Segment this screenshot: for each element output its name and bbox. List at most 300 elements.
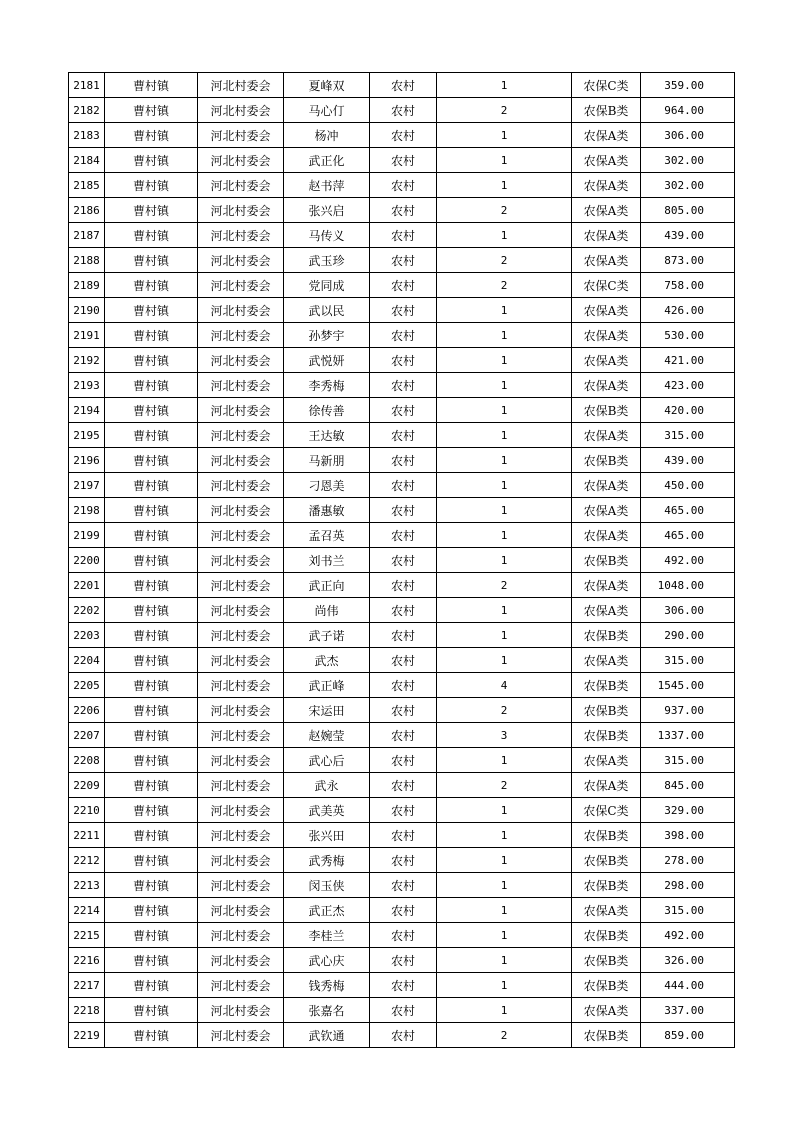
town-cell: 曹村镇 xyxy=(105,798,198,823)
amount-cell: 421.00 xyxy=(641,348,735,373)
area-cell: 农村 xyxy=(370,923,437,948)
name-cell: 王达敏 xyxy=(284,423,370,448)
category-cell: 农保A类 xyxy=(572,123,641,148)
town-cell: 曹村镇 xyxy=(105,223,198,248)
name-cell: 武悦妍 xyxy=(284,348,370,373)
count-cell: 2 xyxy=(437,573,572,598)
row-number-cell: 2203 xyxy=(69,623,105,648)
name-cell: 孙梦宇 xyxy=(284,323,370,348)
table-row xyxy=(69,198,735,223)
town-cell: 曹村镇 xyxy=(105,98,198,123)
count-cell: 1 xyxy=(437,298,572,323)
area-cell: 农村 xyxy=(370,273,437,298)
town-cell: 曹村镇 xyxy=(105,448,198,473)
row-number-cell: 2199 xyxy=(69,523,105,548)
count-cell: 1 xyxy=(437,473,572,498)
name-cell: 刁恩美 xyxy=(284,473,370,498)
name-cell: 孟召英 xyxy=(284,523,370,548)
amount-cell: 1337.00 xyxy=(641,723,735,748)
name-cell: 潘惠敏 xyxy=(284,498,370,523)
village-cell: 河北村委会 xyxy=(198,298,284,323)
category-cell: 农保A类 xyxy=(572,498,641,523)
row-number-cell: 2181 xyxy=(69,73,105,98)
category-cell: 农保B类 xyxy=(572,623,641,648)
village-cell: 河北村委会 xyxy=(198,623,284,648)
area-cell: 农村 xyxy=(370,623,437,648)
name-cell: 杨冲 xyxy=(284,123,370,148)
count-cell: 1 xyxy=(437,148,572,173)
village-cell: 河北村委会 xyxy=(198,348,284,373)
count-cell: 1 xyxy=(437,748,572,773)
village-cell: 河北村委会 xyxy=(198,273,284,298)
table-row xyxy=(69,848,735,873)
village-cell: 河北村委会 xyxy=(198,598,284,623)
amount-cell: 450.00 xyxy=(641,473,735,498)
count-cell: 2 xyxy=(437,273,572,298)
name-cell: 武玉珍 xyxy=(284,248,370,273)
count-cell: 1 xyxy=(437,848,572,873)
category-cell: 农保A类 xyxy=(572,898,641,923)
table-row xyxy=(69,598,735,623)
village-cell: 河北村委会 xyxy=(198,173,284,198)
table-row xyxy=(69,773,735,798)
category-cell: 农保C类 xyxy=(572,273,641,298)
name-cell: 武心后 xyxy=(284,748,370,773)
town-cell: 曹村镇 xyxy=(105,248,198,273)
name-cell: 徐传善 xyxy=(284,398,370,423)
row-number-cell: 2204 xyxy=(69,648,105,673)
table-body xyxy=(69,73,735,1048)
village-cell: 河北村委会 xyxy=(198,423,284,448)
row-number-cell: 2182 xyxy=(69,98,105,123)
village-cell: 河北村委会 xyxy=(198,473,284,498)
area-cell: 农村 xyxy=(370,498,437,523)
amount-cell: 337.00 xyxy=(641,998,735,1023)
row-number-cell: 2218 xyxy=(69,998,105,1023)
village-cell: 河北村委会 xyxy=(198,873,284,898)
count-cell: 1 xyxy=(437,223,572,248)
area-cell: 农村 xyxy=(370,873,437,898)
amount-cell: 278.00 xyxy=(641,848,735,873)
area-cell: 农村 xyxy=(370,823,437,848)
table-row xyxy=(69,248,735,273)
name-cell: 宋运田 xyxy=(284,698,370,723)
row-number-cell: 2209 xyxy=(69,773,105,798)
row-number-cell: 2187 xyxy=(69,223,105,248)
town-cell: 曹村镇 xyxy=(105,173,198,198)
village-cell: 河北村委会 xyxy=(198,73,284,98)
town-cell: 曹村镇 xyxy=(105,398,198,423)
row-number-cell: 2219 xyxy=(69,1023,105,1048)
row-number-cell: 2197 xyxy=(69,473,105,498)
town-cell: 曹村镇 xyxy=(105,298,198,323)
count-cell: 1 xyxy=(437,648,572,673)
category-cell: 农保B类 xyxy=(572,548,641,573)
amount-cell: 315.00 xyxy=(641,898,735,923)
amount-cell: 315.00 xyxy=(641,423,735,448)
count-cell: 1 xyxy=(437,448,572,473)
area-cell: 农村 xyxy=(370,698,437,723)
table-row xyxy=(69,648,735,673)
town-cell: 曹村镇 xyxy=(105,698,198,723)
category-cell: 农保B类 xyxy=(572,973,641,998)
table-row xyxy=(69,748,735,773)
village-cell: 河北村委会 xyxy=(198,148,284,173)
area-cell: 农村 xyxy=(370,523,437,548)
village-cell: 河北村委会 xyxy=(198,1023,284,1048)
row-number-cell: 2198 xyxy=(69,498,105,523)
amount-cell: 758.00 xyxy=(641,273,735,298)
amount-cell: 492.00 xyxy=(641,548,735,573)
row-number-cell: 2212 xyxy=(69,848,105,873)
village-cell: 河北村委会 xyxy=(198,898,284,923)
count-cell: 1 xyxy=(437,923,572,948)
row-number-cell: 2183 xyxy=(69,123,105,148)
village-cell: 河北村委会 xyxy=(198,773,284,798)
area-cell: 农村 xyxy=(370,548,437,573)
category-cell: 农保A类 xyxy=(572,773,641,798)
count-cell: 2 xyxy=(437,198,572,223)
town-cell: 曹村镇 xyxy=(105,598,198,623)
category-cell: 农保B类 xyxy=(572,823,641,848)
name-cell: 夏峰双 xyxy=(284,73,370,98)
table-row xyxy=(69,323,735,348)
row-number-cell: 2213 xyxy=(69,873,105,898)
town-cell: 曹村镇 xyxy=(105,273,198,298)
document-page xyxy=(68,72,735,1048)
village-cell: 河北村委会 xyxy=(198,823,284,848)
row-number-cell: 2184 xyxy=(69,148,105,173)
area-cell: 农村 xyxy=(370,473,437,498)
town-cell: 曹村镇 xyxy=(105,648,198,673)
table-row xyxy=(69,73,735,98)
count-cell: 1 xyxy=(437,123,572,148)
village-cell: 河北村委会 xyxy=(198,398,284,423)
category-cell: 农保A类 xyxy=(572,473,641,498)
category-cell: 农保B类 xyxy=(572,923,641,948)
amount-cell: 302.00 xyxy=(641,148,735,173)
village-cell: 河北村委会 xyxy=(198,698,284,723)
village-cell: 河北村委会 xyxy=(198,223,284,248)
category-cell: 农保A类 xyxy=(572,748,641,773)
village-cell: 河北村委会 xyxy=(198,848,284,873)
name-cell: 马心仃 xyxy=(284,98,370,123)
amount-cell: 315.00 xyxy=(641,648,735,673)
name-cell: 武正杰 xyxy=(284,898,370,923)
area-cell: 农村 xyxy=(370,148,437,173)
category-cell: 农保A类 xyxy=(572,648,641,673)
town-cell: 曹村镇 xyxy=(105,673,198,698)
row-number-cell: 2193 xyxy=(69,373,105,398)
area-cell: 农村 xyxy=(370,598,437,623)
amount-cell: 306.00 xyxy=(641,598,735,623)
category-cell: 农保A类 xyxy=(572,173,641,198)
name-cell: 武正向 xyxy=(284,573,370,598)
amount-cell: 290.00 xyxy=(641,623,735,648)
town-cell: 曹村镇 xyxy=(105,123,198,148)
count-cell: 1 xyxy=(437,798,572,823)
table-row xyxy=(69,298,735,323)
category-cell: 农保B类 xyxy=(572,448,641,473)
amount-cell: 359.00 xyxy=(641,73,735,98)
table-row xyxy=(69,798,735,823)
table-row xyxy=(69,948,735,973)
name-cell: 武以民 xyxy=(284,298,370,323)
amount-cell: 426.00 xyxy=(641,298,735,323)
village-cell: 河北村委会 xyxy=(198,998,284,1023)
name-cell: 武永 xyxy=(284,773,370,798)
category-cell: 农保C类 xyxy=(572,73,641,98)
name-cell: 张兴启 xyxy=(284,198,370,223)
area-cell: 农村 xyxy=(370,723,437,748)
amount-cell: 326.00 xyxy=(641,948,735,973)
area-cell: 农村 xyxy=(370,73,437,98)
area-cell: 农村 xyxy=(370,773,437,798)
name-cell: 张嘉名 xyxy=(284,998,370,1023)
area-cell: 农村 xyxy=(370,348,437,373)
town-cell: 曹村镇 xyxy=(105,373,198,398)
count-cell: 1 xyxy=(437,548,572,573)
category-cell: 农保B类 xyxy=(572,698,641,723)
town-cell: 曹村镇 xyxy=(105,473,198,498)
table-row xyxy=(69,573,735,598)
count-cell: 1 xyxy=(437,898,572,923)
area-cell: 农村 xyxy=(370,898,437,923)
village-cell: 河北村委会 xyxy=(198,948,284,973)
count-cell: 1 xyxy=(437,873,572,898)
category-cell: 农保C类 xyxy=(572,798,641,823)
row-number-cell: 2189 xyxy=(69,273,105,298)
area-cell: 农村 xyxy=(370,673,437,698)
row-number-cell: 2215 xyxy=(69,923,105,948)
town-cell: 曹村镇 xyxy=(105,998,198,1023)
count-cell: 1 xyxy=(437,623,572,648)
area-cell: 农村 xyxy=(370,398,437,423)
town-cell: 曹村镇 xyxy=(105,973,198,998)
village-cell: 河北村委会 xyxy=(198,548,284,573)
name-cell: 武美英 xyxy=(284,798,370,823)
area-cell: 农村 xyxy=(370,173,437,198)
table-row xyxy=(69,1023,735,1048)
row-number-cell: 2207 xyxy=(69,723,105,748)
village-cell: 河北村委会 xyxy=(198,523,284,548)
count-cell: 2 xyxy=(437,98,572,123)
village-cell: 河北村委会 xyxy=(198,923,284,948)
name-cell: 马新朋 xyxy=(284,448,370,473)
row-number-cell: 2217 xyxy=(69,973,105,998)
category-cell: 农保B类 xyxy=(572,673,641,698)
town-cell: 曹村镇 xyxy=(105,198,198,223)
amount-cell: 465.00 xyxy=(641,498,735,523)
row-number-cell: 2210 xyxy=(69,798,105,823)
row-number-cell: 2202 xyxy=(69,598,105,623)
table-row xyxy=(69,523,735,548)
table-row xyxy=(69,723,735,748)
category-cell: 农保A类 xyxy=(572,998,641,1023)
category-cell: 农保A类 xyxy=(572,248,641,273)
table-row xyxy=(69,673,735,698)
town-cell: 曹村镇 xyxy=(105,848,198,873)
row-number-cell: 2194 xyxy=(69,398,105,423)
table-row xyxy=(69,548,735,573)
name-cell: 刘书兰 xyxy=(284,548,370,573)
village-cell: 河北村委会 xyxy=(198,723,284,748)
amount-cell: 492.00 xyxy=(641,923,735,948)
village-cell: 河北村委会 xyxy=(198,373,284,398)
town-cell: 曹村镇 xyxy=(105,498,198,523)
area-cell: 农村 xyxy=(370,973,437,998)
count-cell: 1 xyxy=(437,323,572,348)
area-cell: 农村 xyxy=(370,98,437,123)
area-cell: 农村 xyxy=(370,948,437,973)
table-row xyxy=(69,173,735,198)
table-row xyxy=(69,148,735,173)
row-number-cell: 2192 xyxy=(69,348,105,373)
table-row xyxy=(69,698,735,723)
town-cell: 曹村镇 xyxy=(105,548,198,573)
category-cell: 农保A类 xyxy=(572,598,641,623)
category-cell: 农保B类 xyxy=(572,723,641,748)
table-row xyxy=(69,373,735,398)
area-cell: 农村 xyxy=(370,248,437,273)
village-cell: 河北村委会 xyxy=(198,98,284,123)
area-cell: 农村 xyxy=(370,123,437,148)
table-row xyxy=(69,473,735,498)
name-cell: 党同成 xyxy=(284,273,370,298)
category-cell: 农保A类 xyxy=(572,373,641,398)
table-row xyxy=(69,973,735,998)
count-cell: 1 xyxy=(437,598,572,623)
amount-cell: 465.00 xyxy=(641,523,735,548)
row-number-cell: 2196 xyxy=(69,448,105,473)
row-number-cell: 2186 xyxy=(69,198,105,223)
area-cell: 农村 xyxy=(370,373,437,398)
name-cell: 赵书萍 xyxy=(284,173,370,198)
category-cell: 农保A类 xyxy=(572,423,641,448)
amount-cell: 439.00 xyxy=(641,448,735,473)
area-cell: 农村 xyxy=(370,748,437,773)
category-cell: 农保A类 xyxy=(572,323,641,348)
area-cell: 农村 xyxy=(370,798,437,823)
name-cell: 武正峰 xyxy=(284,673,370,698)
village-cell: 河北村委会 xyxy=(198,248,284,273)
name-cell: 尚伟 xyxy=(284,598,370,623)
area-cell: 农村 xyxy=(370,223,437,248)
village-cell: 河北村委会 xyxy=(198,748,284,773)
count-cell: 1 xyxy=(437,998,572,1023)
area-cell: 农村 xyxy=(370,323,437,348)
amount-cell: 423.00 xyxy=(641,373,735,398)
area-cell: 农村 xyxy=(370,448,437,473)
village-cell: 河北村委会 xyxy=(198,498,284,523)
name-cell: 李桂兰 xyxy=(284,923,370,948)
village-cell: 河北村委会 xyxy=(198,673,284,698)
village-cell: 河北村委会 xyxy=(198,648,284,673)
table-row xyxy=(69,223,735,248)
amount-cell: 420.00 xyxy=(641,398,735,423)
category-cell: 农保B类 xyxy=(572,98,641,123)
name-cell: 武秀梅 xyxy=(284,848,370,873)
category-cell: 农保A类 xyxy=(572,148,641,173)
count-cell: 1 xyxy=(437,173,572,198)
name-cell: 闵玉侠 xyxy=(284,873,370,898)
town-cell: 曹村镇 xyxy=(105,323,198,348)
village-cell: 河北村委会 xyxy=(198,798,284,823)
name-cell: 武心庆 xyxy=(284,948,370,973)
table-row xyxy=(69,998,735,1023)
category-cell: 农保A类 xyxy=(572,223,641,248)
name-cell: 张兴田 xyxy=(284,823,370,848)
amount-cell: 329.00 xyxy=(641,798,735,823)
category-cell: 农保B类 xyxy=(572,848,641,873)
amount-cell: 805.00 xyxy=(641,198,735,223)
town-cell: 曹村镇 xyxy=(105,923,198,948)
village-cell: 河北村委会 xyxy=(198,973,284,998)
amount-cell: 530.00 xyxy=(641,323,735,348)
count-cell: 1 xyxy=(437,948,572,973)
count-cell: 1 xyxy=(437,73,572,98)
name-cell: 钱秀梅 xyxy=(284,973,370,998)
row-number-cell: 2200 xyxy=(69,548,105,573)
amount-cell: 873.00 xyxy=(641,248,735,273)
area-cell: 农村 xyxy=(370,848,437,873)
amount-cell: 439.00 xyxy=(641,223,735,248)
amount-cell: 315.00 xyxy=(641,748,735,773)
data-table xyxy=(68,72,735,1048)
row-number-cell: 2185 xyxy=(69,173,105,198)
category-cell: 农保A类 xyxy=(572,573,641,598)
village-cell: 河北村委会 xyxy=(198,323,284,348)
count-cell: 1 xyxy=(437,523,572,548)
count-cell: 1 xyxy=(437,373,572,398)
village-cell: 河北村委会 xyxy=(198,123,284,148)
table-row xyxy=(69,623,735,648)
amount-cell: 937.00 xyxy=(641,698,735,723)
count-cell: 2 xyxy=(437,698,572,723)
town-cell: 曹村镇 xyxy=(105,423,198,448)
count-cell: 1 xyxy=(437,398,572,423)
name-cell: 武钦通 xyxy=(284,1023,370,1048)
name-cell: 赵婉莹 xyxy=(284,723,370,748)
area-cell: 农村 xyxy=(370,1023,437,1048)
table-row xyxy=(69,898,735,923)
town-cell: 曹村镇 xyxy=(105,873,198,898)
town-cell: 曹村镇 xyxy=(105,148,198,173)
name-cell: 武正化 xyxy=(284,148,370,173)
town-cell: 曹村镇 xyxy=(105,1023,198,1048)
category-cell: 农保A类 xyxy=(572,523,641,548)
table-row xyxy=(69,448,735,473)
town-cell: 曹村镇 xyxy=(105,348,198,373)
town-cell: 曹村镇 xyxy=(105,523,198,548)
town-cell: 曹村镇 xyxy=(105,623,198,648)
table-row xyxy=(69,423,735,448)
amount-cell: 964.00 xyxy=(641,98,735,123)
row-number-cell: 2190 xyxy=(69,298,105,323)
table-row xyxy=(69,873,735,898)
row-number-cell: 2188 xyxy=(69,248,105,273)
name-cell: 李秀梅 xyxy=(284,373,370,398)
category-cell: 农保B类 xyxy=(572,948,641,973)
area-cell: 农村 xyxy=(370,298,437,323)
village-cell: 河北村委会 xyxy=(198,198,284,223)
amount-cell: 302.00 xyxy=(641,173,735,198)
area-cell: 农村 xyxy=(370,573,437,598)
amount-cell: 1545.00 xyxy=(641,673,735,698)
row-number-cell: 2191 xyxy=(69,323,105,348)
count-cell: 2 xyxy=(437,1023,572,1048)
category-cell: 农保B类 xyxy=(572,873,641,898)
